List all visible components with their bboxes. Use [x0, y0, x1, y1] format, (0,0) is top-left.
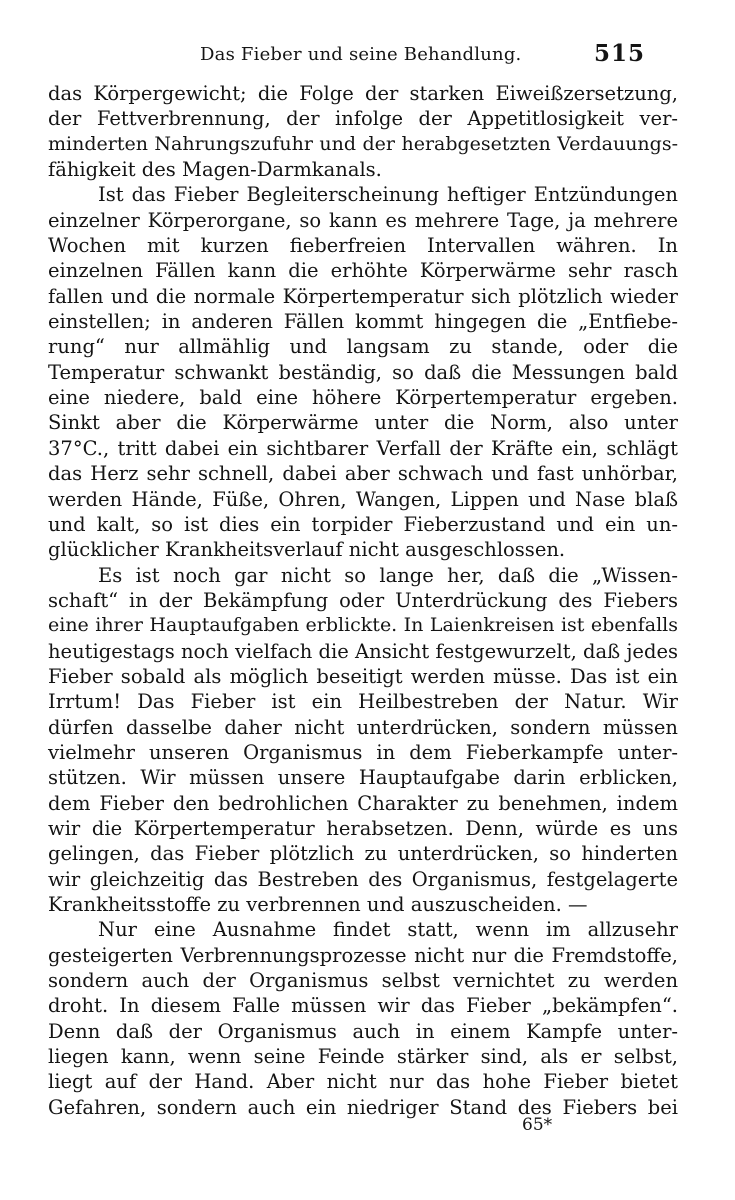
text-line: einzelnen Fällen kann die erhöhte Körperwärme sehr rasch [48, 259, 678, 283]
text-line: gelingen, das Fieber plötzlich zu unterdrücken, so hinderten [48, 842, 678, 866]
paragraph-start-line: Ist das Fieber Begleiterscheinung heftiger Entzündungen [98, 183, 678, 207]
text-line: stützen. Wir müssen unsere Hauptaufgabe darin erblicken, [48, 766, 678, 790]
text-line: das Herz sehr schnell, dabei aber schwach und fast unhörbar, [48, 462, 678, 486]
paragraph-start-line: Nur eine Ausnahme findet statt, wenn im allzusehr [98, 918, 678, 942]
text-line: fallen und die normale Körpertemperatur sich plötzlich wieder [48, 284, 678, 308]
text-line: droht. In diesem Falle müssen wir das Fieber „bekämpfen“. [48, 994, 678, 1018]
text-line: 37°C., tritt dabei ein sichtbarer Verfall der Kräfte ein, schlägt [48, 436, 678, 460]
text-line: Wochen mit kurzen fieberfreien Intervallen währen. In [48, 234, 678, 258]
text-line: werden Hände, Füße, Ohren, Wangen, Lippen und Nase blaß [48, 487, 678, 511]
text-line: einzelner Körperorgane, so kann es mehrere Tage, ja mehrere [48, 208, 678, 232]
text-line: liegt auf der Hand. Aber nicht nur das hohe Fieber bietet [48, 1070, 678, 1094]
text-line: und kalt, so ist dies ein torpider Fieberzustand und ein un- [48, 512, 678, 536]
text-line: eine ihrer Hauptaufgaben erblickte. In Laienkreisen ist ebenfalls [48, 614, 678, 637]
running-head [0, 34, 735, 74]
text-line: vielmehr unseren Organismus in dem Fieberkampfe unter- [48, 740, 678, 764]
text-line: gesteigerten Verbrennungsprozesse nicht nur die Fremdstoffe, [48, 943, 678, 967]
text-line: Sinkt aber die Körperwärme unter die Norm, also unter [48, 411, 678, 435]
text-line: dürfen dasselbe daher nicht unterdrücken, sondern müssen [48, 715, 678, 739]
text-line: Temperatur schwankt beständig, so daß die Messungen bald [48, 360, 678, 384]
text-line: dem Fieber den bedrohlichen Charakter zu benehmen, indem [48, 791, 678, 815]
paragraph-end-line: glücklicher Krankheitsverlauf nicht ausgeschlossen. [48, 538, 566, 562]
text-line: sondern auch der Organismus selbst vernichtet zu werden [48, 969, 678, 993]
text-line: Gefahren, sondern auch ein niedriger Stand des Fiebers bei [48, 1095, 678, 1119]
text-line: einstellen; in anderen Fällen kommt hingegen die „Entfiebe- [48, 310, 678, 334]
body-text [48, 81, 678, 1120]
text-line: rung“ nur allmählig und langsam zu stande, oder die [48, 335, 678, 359]
text-line: Denn daß der Organismus auch in einem Kampfe unter- [48, 1019, 678, 1043]
text-line: das Körpergewicht; die Folge der starken Eiweißzersetzung, [48, 82, 678, 105]
text-line: heutigestags noch vielfach die Ansicht festgewurzelt, daß jedes [48, 639, 678, 663]
printer-signature-mark: 65* [522, 1115, 553, 1135]
text-line: eine niedere, bald eine höhere Körpertemperatur ergeben. [48, 386, 678, 410]
text-line: minderten Nahrungszufuhr und der herabgesetzten Verdauungs- [48, 132, 678, 155]
paragraph-start-line: Es ist noch gar nicht so lange her, daß die „Wissen- [98, 563, 678, 587]
text-line: liegen kann, wenn seine Feinde stärker sind, als er selbst, [48, 1045, 678, 1069]
page-number: 515 [594, 40, 646, 67]
text-line: wir gleichzeitig das Bestreben des Organismus, festgelagerte [48, 867, 678, 891]
text-line: der Fettverbrennung, der infolge der Appetitlosigkeit ver- [48, 107, 678, 131]
text-line: wir die Körpertemperatur herabsetzen. Denn, würde es uns [48, 816, 678, 840]
paragraph-end-line: fähigkeit des Magen-Darmkanals. [48, 158, 382, 182]
text-line: Fieber sobald als möglich beseitigt werden müsse. Das ist ein [48, 664, 678, 688]
paragraph-end-line: Krankheitsstoffe zu verbrennen und auszuscheiden. — [48, 893, 588, 916]
text-line: Irrtum! Das Fieber ist ein Heilbestreben der Natur. Wir [48, 690, 678, 714]
running-title: Das Fieber und seine Behandlung. [200, 44, 522, 65]
text-line: schaft“ in der Bekämpfung oder Unterdrückung des Fiebers [48, 588, 678, 612]
